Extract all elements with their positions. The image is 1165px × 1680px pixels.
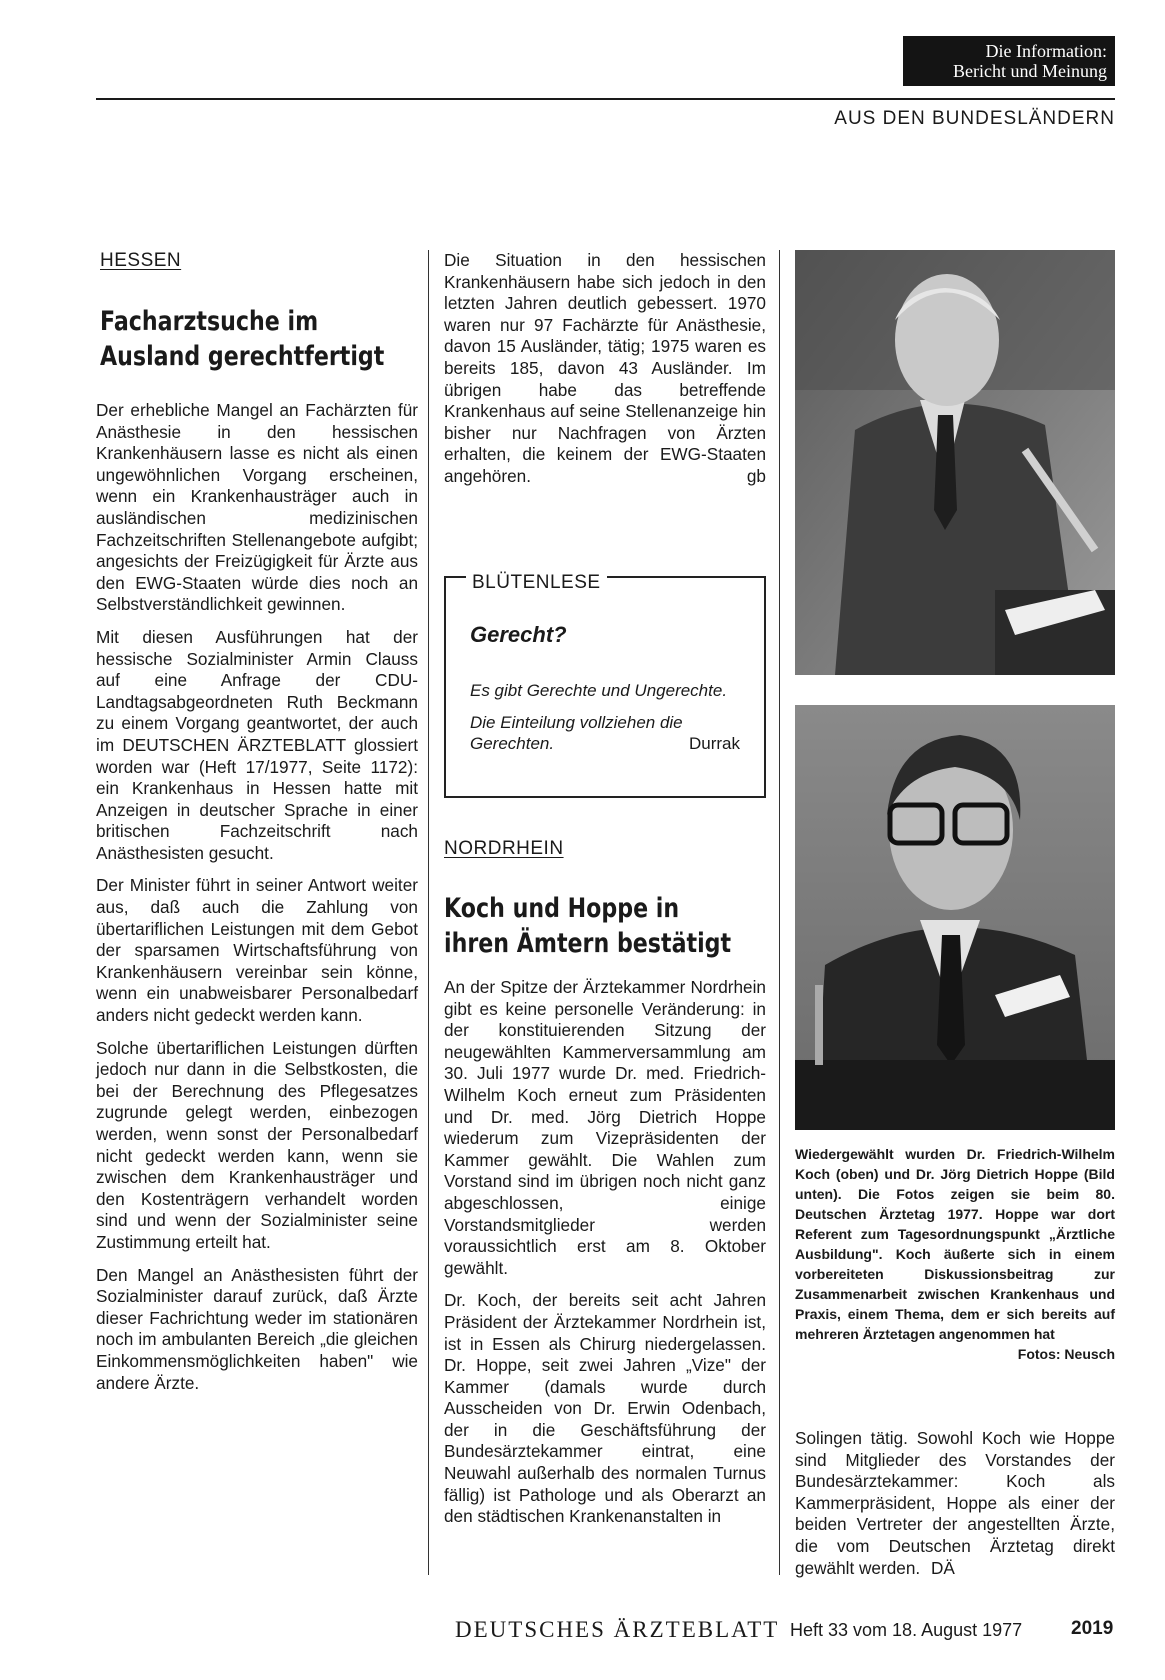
rubric-label-line2: Bericht und Meinung xyxy=(953,61,1107,81)
article2-continuation-text: Solingen tätig. Sowohl Koch wie Hoppe sind Mitglieder des Vorstandes der Bundesärztekammer: Koch als Kammerpräsident, Hoppe als einer der beiden Vertreter der angestellten Ärzte, die vom Deutschen Ärztetag direkt gewählt werden. xyxy=(795,1428,1115,1578)
photo-hoppe-image xyxy=(795,705,1115,1130)
column-divider-left xyxy=(428,250,429,1575)
article1-continuation-block xyxy=(444,250,766,488)
article2-paragraph-2: Dr. Koch, der bereits seit acht Jahren Präsident der Ärztekammer Nordrhein ist, ist in Essen als Chirurg niedergelassen. Dr. Hoppe, seit zwei Jahren „Vize" der Kammer (damals wurde durch Ausscheiden von Dr. Erwin Odenbach, der in die Geschäftsführung der Bundesärztekammer eintrat, eine Neuwahl außerhalb des normalen Turnus fällig) ist Pathologe und als Oberarzt an den städtischen Krankenanstalten in xyxy=(444,1290,766,1527)
bluetenlese-body xyxy=(470,680,740,765)
article2-continuation xyxy=(795,1428,1115,1579)
article2-paragraph-1: An der Spitze der Ärztekammer Nordrhein gibt es keine personelle Veränderung: in der konstituierenden Sitzung der neugewählten Kammerversammlung am 30. Juli 1977 wurde Dr. med. Friedrich-Wilhelm Koch erneut zum Präsidenten und Dr. med. Jörg Dietrich Hoppe wiederum zum Vizepräsidenten der Kammer gewählt. Die Wahlen zum Vorstand sind im übrigen noch nicht ganz abgeschlossen, einige Vorstandsmitglieder werden voraussichtlich erst am 8. Oktober gewählt. xyxy=(444,977,766,1278)
top-rule xyxy=(96,98,1115,100)
column-divider-right xyxy=(779,250,780,1575)
article1-signature: gb xyxy=(746,465,766,486)
article1-paragraph-2: Mit diesen Ausführungen hat der hessische Sozialminister Armin Clauss auf eine Anfrage der CDU-Landtagsabgeordneten Ruth Beckmann zu einem Vorgang geantwortet, der auch im DEUTSCHEN ÄRZTEBLATT glossiert worden war (Heft 17/1977, Seite 1172): ein Krankenhaus in Hessen hatte mit Anzeigen in deutscher Sprache in einer britischen Fachzeitschrift nach Anästhesisten gesucht. xyxy=(96,626,418,863)
bluetenlese-line1: Es gibt Gerechte und Ungerechte. xyxy=(470,681,728,700)
article1-paragraph-1: Der erhebliche Mangel an Fachärzten für Anästhesie in den hessischen Krankenhäusern lasse es nicht als einen ungewöhnlichen Vorgang erscheinen, wenn ein Krankenhausträger auch in ausländischen medizinischen Fachzeitschriften Stellenangebote aufgibt; angesichts der Freizügigkeit für Ärzte aus den EWG-Staaten würde dies noch an Selbstverständlichkeit gewinnen. xyxy=(96,400,418,615)
photo-hoppe xyxy=(795,705,1115,1130)
article1-paragraph-3: Der Minister führt in seiner Antwort weiter aus, daß auch die Zahlung von übertariflichen Leistungen mit dem Gebot der sparsamen Wirtschaftsführung von Krankenhäusern vereinbar sein könne, wenn ein unabweisbarer Personalbedarf anders nicht gedeckt werden kann. xyxy=(96,875,418,1026)
bluetenlese-line2 xyxy=(470,712,740,754)
bluetenlese-line2-text: Die Einteilung vollziehen die Gerechten. xyxy=(470,713,683,753)
article1-body xyxy=(96,400,418,1405)
article1-headline-line2: Ausland gerechtfertigt xyxy=(100,341,385,372)
article1-continuation-text: Die Situation in den hessischen Krankenhäusern habe sich jedoch in den letzten Jahren deutlich gebessert. 1970 waren nur 97 Fachärzte für Anästhesie, davon 15 Ausländer, tätig; 1975 waren es bereits 185, davon 43 Ausländer. Im übrigen habe das betreffende Krankenhaus auf seine Stellenanzeige hin bisher nur Nachfragen von Ärzten erhalten, die keinem der EWG-Staaten angehören. xyxy=(444,250,766,486)
article2-signature: DÄ xyxy=(930,1557,955,1578)
photo-caption xyxy=(795,1144,1115,1364)
bluetenlese-author: Durrak xyxy=(688,734,740,753)
photo-caption-text: Wiedergewählt wurden Dr. Friedrich-Wilhelm Koch (oben) und Dr. Jörg Dietrich Hoppe (Bild unten). Die Fotos zeigen sie beim 80. Deutschen Ärztetag 1977. Hoppe war dort Referent zum Tagesordnungspunkt „Ärztliche Ausbildung". Koch äußerte sich in einem vorbereiteten Diskussionsbeitrag zur Zusammenarbeit zwischen Krankenhaus und Praxis, einem Thema, dem er sich bereits auf mehreren Ärztetagen angenommen hat xyxy=(795,1146,1115,1342)
article2-kicker: NORDRHEIN xyxy=(444,838,564,859)
article1-headline-line1: Facharztsuche im xyxy=(100,306,319,337)
section-heading: AUS DEN BUNDESLÄNDERN xyxy=(834,108,1115,129)
photo-credit: Fotos: Neusch xyxy=(1017,1346,1115,1362)
article2-headline-line1: Koch und Hoppe in xyxy=(444,893,680,924)
article2-body xyxy=(444,977,766,1539)
bluetenlese-title: BLÜTENLESE xyxy=(466,572,607,594)
footer-journal: DEUTSCHES ÄRZTEBLATT xyxy=(455,1617,780,1642)
article1-paragraph-4: Solche übertariflichen Leistungen dürften jedoch nur dann in die Selbstkosten, die bei der Berechnung des Pflegesatzes zugrunde gelegt werden, einbezogen werden, wenn sonst der Personalbedarf nicht gedeckt werden kann, wenn sie zwischen dem Krankenhausträger und den Kostenträgern verhandelt worden sind und wenn der Sozialminister seine Zustimmung erteilt hat. xyxy=(96,1037,418,1252)
photo-koch-image xyxy=(795,250,1115,675)
footer-page-number: 2019 xyxy=(1071,1618,1114,1639)
rubric-label-line1: Die Information: xyxy=(985,41,1107,61)
photo-koch xyxy=(795,250,1115,675)
footer-issue: Heft 33 vom 18. August 1977 xyxy=(790,1620,1023,1640)
rubric-label xyxy=(903,36,1115,86)
article1-kicker: HESSEN xyxy=(100,250,182,271)
article1-headline xyxy=(100,304,384,374)
bluetenlese-headline: Gerecht? xyxy=(470,622,567,647)
article2-headline-line2: ihren Ämtern bestätigt xyxy=(444,928,732,959)
article2-continuation-block xyxy=(795,1428,1115,1579)
article2-headline xyxy=(444,891,731,961)
article1-paragraph-5: Den Mangel an Anästhesisten führt der Sozialminister darauf zurück, daß Ärzte dieser Fachrichtung weder im stationären noch im ambulanten Bereich „die gleichen Einkommensmöglichkeiten haben" wie andere Ärzte. xyxy=(96,1264,418,1393)
article1-continuation xyxy=(444,250,766,488)
